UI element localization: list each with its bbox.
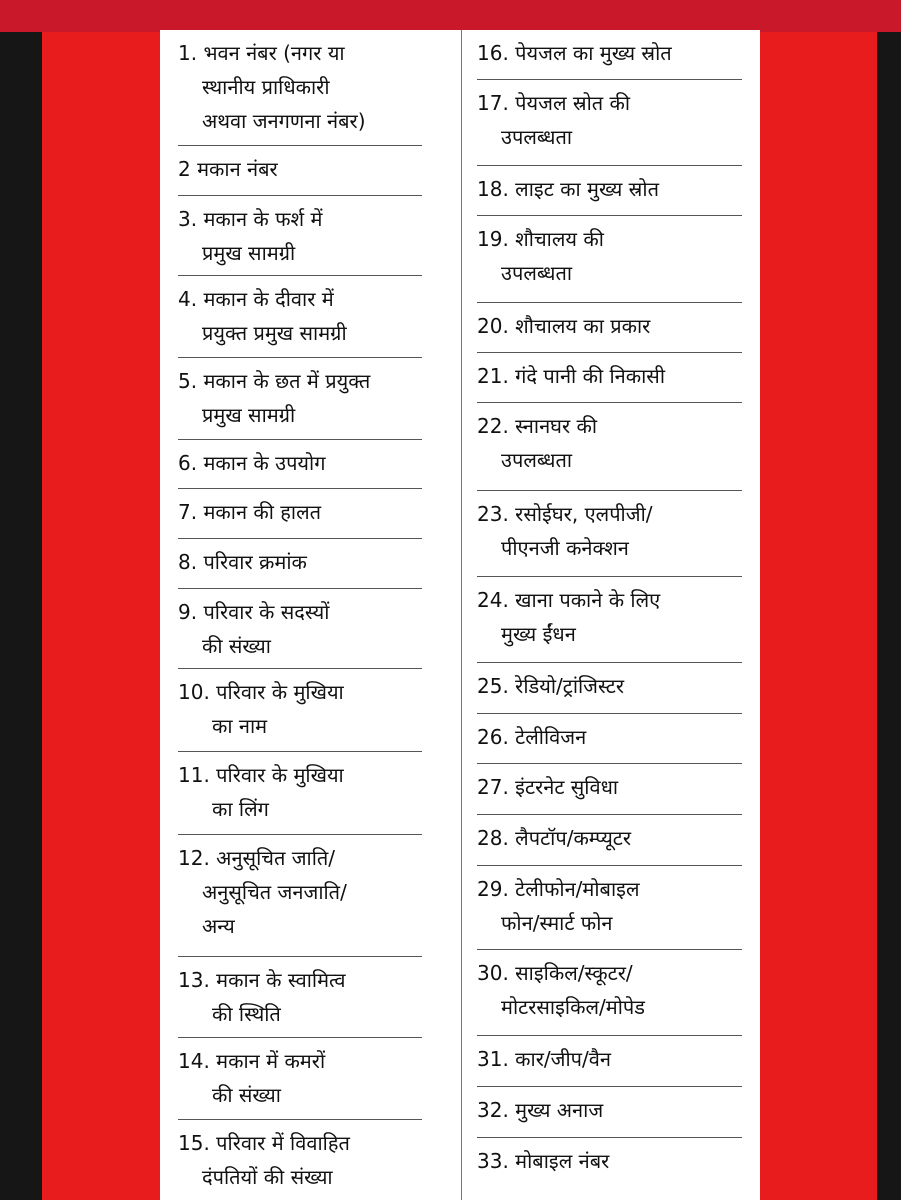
question-item — [178, 440, 422, 489]
question-text: 32. मुख्य अनाज — [477, 1098, 604, 1122]
question-item — [477, 491, 742, 577]
question-text: 19. शौचालय की — [477, 227, 604, 251]
question-item — [477, 30, 742, 80]
question-item — [477, 303, 742, 353]
question-text-continued: का नाम — [212, 714, 268, 738]
question-text: 23. रसोईघर, एलपीजी/ — [477, 502, 653, 526]
question-text-continued: का लिंग — [212, 797, 269, 821]
question-item — [178, 30, 422, 146]
question-text: 13. मकान के स्वामित्व — [178, 968, 346, 992]
question-text-continued: दंपतियों की संख्या — [202, 1165, 333, 1189]
question-item — [477, 166, 742, 216]
right-dark-edge — [877, 32, 901, 1200]
question-item — [178, 957, 422, 1038]
question-text: 6. मकान के उपयोग — [178, 451, 326, 475]
question-item — [477, 1036, 742, 1087]
question-text: 15. परिवार में विवाहित — [178, 1131, 350, 1155]
question-item — [477, 866, 742, 950]
question-item — [178, 276, 422, 358]
question-text: 26. टेलीविजन — [477, 725, 587, 749]
question-text: 24. खाना पकाने के लिए — [477, 588, 661, 612]
left-dark-edge — [0, 32, 42, 1200]
question-text: 18. लाइट का मुख्य स्रोत — [477, 177, 659, 201]
question-text: 20. शौचालय का प्रकार — [477, 314, 651, 338]
question-item — [477, 1138, 742, 1200]
question-item — [178, 196, 422, 276]
question-text-continued: की संख्या — [202, 634, 271, 658]
question-item — [178, 589, 422, 669]
question-item — [178, 489, 422, 539]
question-text: 28. लैपटॉप/कम्प्यूटर — [477, 826, 632, 850]
question-text: 14. मकान में कमरों — [178, 1049, 326, 1073]
question-text-continued: की संख्या — [212, 1083, 281, 1107]
question-text: 16. पेयजल का मुख्य स्रोत — [477, 41, 672, 65]
question-item — [477, 1087, 742, 1138]
question-text: 12. अनुसूचित जाति/ — [178, 846, 336, 870]
question-item — [178, 146, 422, 196]
question-item — [477, 403, 742, 491]
question-text: 2 मकान नंबर — [178, 157, 278, 181]
question-text: 22. स्नानघर की — [477, 414, 598, 438]
question-item — [477, 577, 742, 663]
question-item — [178, 669, 422, 752]
question-text-continued: पीएनजी कनेक्शन — [501, 536, 629, 560]
question-text: 3. मकान के फर्श में — [178, 207, 323, 231]
question-text: 1. भवन नंबर (नगर या — [178, 41, 345, 65]
question-text-continued: उपलब्धता — [501, 125, 573, 149]
question-item — [178, 835, 422, 957]
column-divider — [461, 30, 462, 1200]
question-text-continued: प्रमुख सामग्री — [202, 403, 296, 427]
question-text: 8. परिवार क्रमांक — [178, 550, 307, 574]
question-text: 29. टेलीफोन/मोबाइल — [477, 877, 640, 901]
question-item — [477, 353, 742, 403]
question-text: 31. कार/जीप/वैन — [477, 1047, 611, 1071]
question-text-continued: अथवा जनगणना नंबर) — [202, 109, 366, 133]
question-text-continued: प्रयुक्त प्रमुख सामग्री — [202, 321, 347, 345]
question-text-continued: उपलब्धता — [501, 448, 573, 472]
question-text-continued: मोटरसाइकिल/मोपेड — [501, 995, 645, 1019]
question-text-continued: उपलब्धता — [501, 261, 573, 285]
question-item — [477, 815, 742, 866]
question-item — [477, 764, 742, 815]
census-questions-sheet — [160, 30, 760, 1200]
question-item — [178, 1120, 422, 1200]
question-text: 27. इंटरनेट सुविधा — [477, 775, 619, 799]
question-text: 30. साइकिल/स्कूटर/ — [477, 961, 633, 985]
question-text: 11. परिवार के मुखिया — [178, 763, 344, 787]
question-item — [178, 752, 422, 835]
question-text: 25. रेडियो/ट्रांजिस्टर — [477, 674, 625, 698]
question-text: 7. मकान की हालत — [178, 500, 322, 524]
question-text: 9. परिवार के सदस्यों — [178, 600, 330, 624]
question-text-continued: अनुसूचित जनजाति/ — [202, 880, 347, 904]
question-text-continued: अन्य — [202, 914, 235, 938]
question-item — [178, 539, 422, 589]
question-text-continued: मुख्य ईंधन — [501, 622, 576, 646]
question-item — [477, 80, 742, 166]
question-text: 4. मकान के दीवार में — [178, 287, 334, 311]
question-text-continued: की स्थिति — [212, 1002, 281, 1026]
question-text: 5. मकान के छत में प्रयुक्त — [178, 369, 371, 393]
question-text: 21. गंदे पानी की निकासी — [477, 364, 665, 388]
top-red-band — [0, 0, 901, 32]
question-item — [178, 1038, 422, 1120]
question-text: 33. मोबाइल नंबर — [477, 1149, 610, 1173]
question-item — [477, 950, 742, 1036]
question-item — [477, 216, 742, 303]
question-text-continued: स्थानीय प्राधिकारी — [202, 75, 330, 99]
question-text: 17. पेयजल स्रोत की — [477, 91, 631, 115]
question-text: 10. परिवार के मुखिया — [178, 680, 344, 704]
question-item — [477, 714, 742, 764]
question-text-continued: फोन/स्मार्ट फोन — [501, 911, 613, 935]
question-text-continued: प्रमुख सामग्री — [202, 241, 296, 265]
question-item — [477, 663, 742, 714]
question-item — [178, 358, 422, 440]
